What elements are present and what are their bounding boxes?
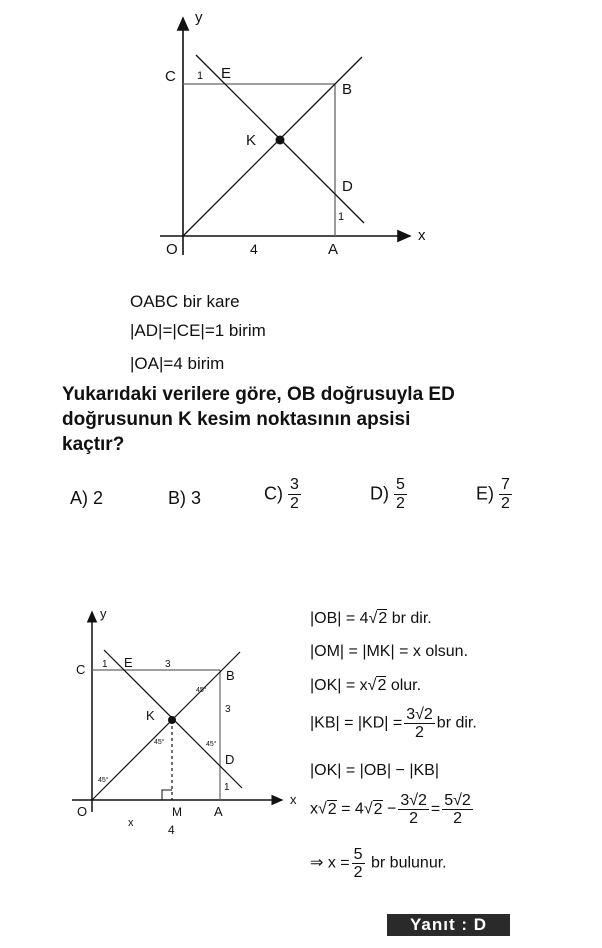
given-oa: |OA|=4 birim — [130, 354, 225, 373]
angle-45-label-3: 45° — [196, 687, 207, 694]
choice-b[interactable]: B) 3 — [168, 488, 202, 508]
label-D: D — [342, 178, 353, 195]
label-AD: 1 — [338, 211, 345, 223]
question-text — [62, 382, 522, 457]
solution-line-6: x√2 = 4√2 − $\frac{3√2}{2}$ = $\frac{5√2}{2}$ — [310, 792, 471, 827]
angle-45-label-2: 45° — [154, 739, 165, 746]
label-C-2: C — [76, 662, 86, 677]
axis-x-label: x — [418, 227, 426, 244]
label-D-2: D — [225, 752, 235, 767]
choice-c[interactable]: C) $\frac{3}{2}$ — [264, 476, 299, 512]
choice-a[interactable]: A) 2 — [70, 488, 104, 508]
question-line-1: Yukarıdaki verilere göre, OB doğrusuyla ED — [62, 384, 455, 405]
label-OA: 4 — [250, 241, 258, 257]
solution-line-5: |OK| = |OB| − |KB| — [310, 762, 439, 779]
given-ad-ce: |AD|=|CE|=1 birim — [130, 321, 266, 340]
label-K: K — [246, 132, 257, 149]
axis-y-label-2: y — [100, 606, 107, 621]
solution-line-1: |OB| = 4√2 br dir. — [310, 610, 432, 627]
label-A-2: A — [214, 804, 223, 819]
point-K-dot-2 — [168, 716, 176, 724]
label-A: A — [328, 241, 339, 258]
label-E: E — [221, 65, 232, 82]
label-E-2: E — [124, 655, 133, 670]
line-OB-2 — [92, 652, 240, 800]
question-line-2: doğrusunun K kesim noktasının apsisi — [62, 409, 411, 430]
angle-45-label-1: 45° — [98, 777, 109, 784]
right-angle-mark — [162, 790, 172, 800]
solution-line-2: |OM| = |MK| = x olsun. — [310, 643, 469, 660]
label-O-2: O — [77, 804, 88, 819]
axis-x-label-2: x — [290, 792, 297, 807]
label-DA-2: 1 — [224, 782, 230, 793]
label-OA-4-2: 4 — [168, 823, 175, 837]
point-K-dot — [276, 136, 285, 145]
label-EB-2: 3 — [165, 659, 171, 670]
label-K-2: K — [146, 708, 155, 723]
label-OM-x-2: x — [128, 817, 134, 829]
figure-solution-diagram — [60, 600, 310, 840]
label-CE-2: 1 — [102, 659, 108, 670]
label-C: C — [165, 68, 176, 85]
angle-45-label-4: 45° — [206, 741, 217, 748]
given-square: OABC bir kare — [130, 292, 240, 311]
answer-badge: Yanıt : D — [387, 914, 510, 936]
solution-line-3: |OK| = x√2 olur. — [310, 677, 422, 694]
label-B-2: B — [226, 668, 235, 683]
label-O: O — [166, 241, 178, 258]
solution-line-4: |KB| = |KD| = $\frac{3√2}{2}$ br dir. — [310, 706, 477, 741]
figure-square-diagram — [150, 8, 450, 270]
label-BD-2: 3 — [225, 704, 231, 715]
label-CE: 1 — [197, 70, 204, 82]
label-M-2: M — [172, 805, 182, 819]
choice-e[interactable]: E) $\frac{7}{2}$ — [476, 476, 510, 512]
choice-d[interactable]: D) $\frac{5}{2}$ — [370, 476, 405, 512]
label-B: B — [342, 81, 353, 98]
axis-y-label: y — [195, 9, 203, 26]
question-line-3: kaçtır? — [62, 434, 125, 455]
solution-line-7: ⇒ x = $\frac{5}{2}$ br bulunur. — [310, 846, 447, 881]
